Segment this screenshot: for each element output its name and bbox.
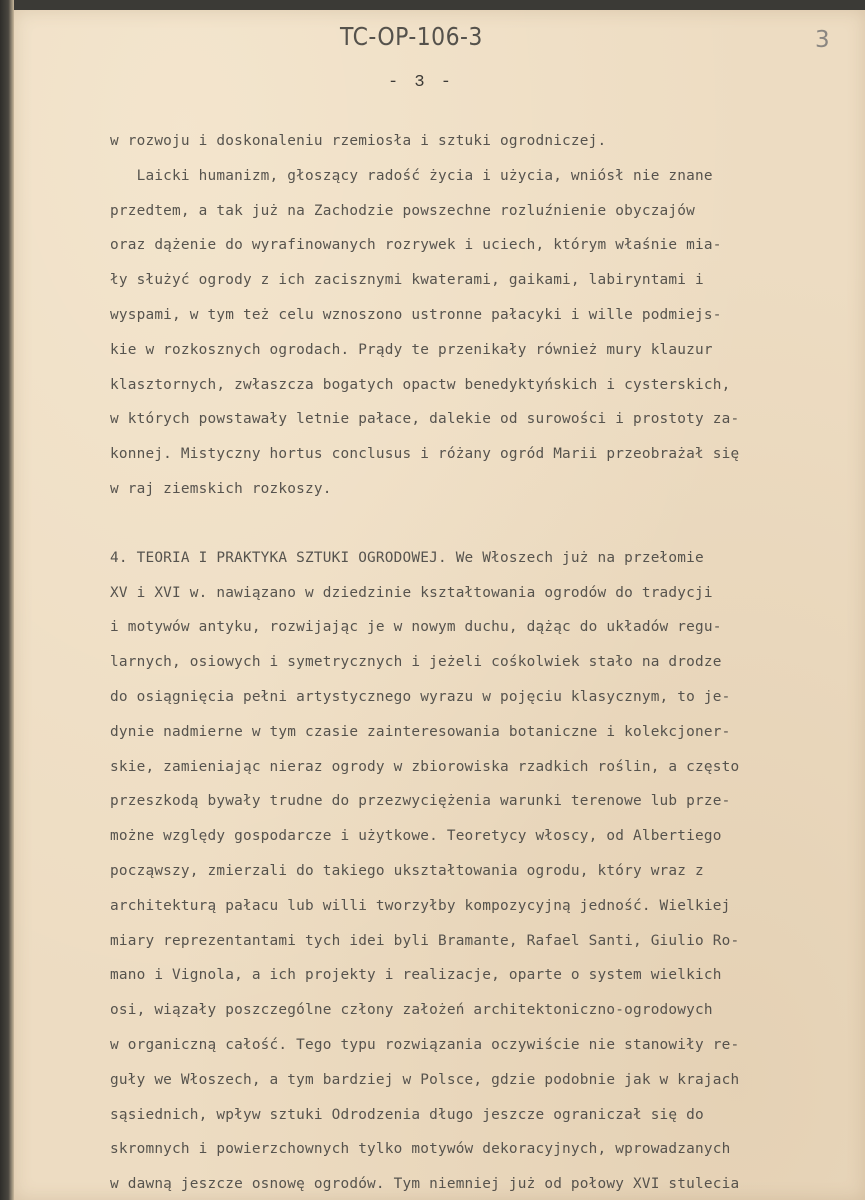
text-line: osi, wiązały poszczególne człony założeń architektoniczno-ogrodowych — [110, 1002, 713, 1019]
text-line: w organiczną całość. Tego typu rozwiązania oczywiście nie stanowiły re- — [110, 1036, 740, 1053]
typed-page-number: - 3 - — [388, 73, 455, 92]
text-line: XV i XVI w. nawiązano w dziedzinie kształtowania ogrodów do tradycji — [110, 584, 713, 601]
handwritten-reference-number: TC-OP-106-3 — [340, 22, 483, 51]
text-line: kie w rozkosznych ogrodach. Prądy te przenikały również mury klauzur — [110, 341, 713, 358]
text-line: skromnych i powierzchownych tylko motywów dekoracyjnych, wprowadzanych — [110, 1141, 731, 1158]
text-line: miary reprezentantami tych idei byli Bramante, Rafael Santi, Giulio Ro- — [110, 932, 740, 949]
handwritten-page-number: 3 — [815, 27, 830, 53]
text-line: począwszy, zmierzali do takiego ukształtowania ogrodu, który wraz z — [110, 862, 704, 879]
text-line: w raj ziemskich rozkoszy. — [110, 480, 332, 497]
typewritten-body — [110, 126, 855, 1200]
text-line: klasztornych, zwłaszcza bogatych opactw benedyktyńskich i cysterskich, — [110, 376, 731, 393]
text-line: możne względy gospodarcze i użytkowe. Teoretycy włoscy, od Albertiego — [110, 828, 722, 845]
paragraph-2 — [110, 543, 855, 1200]
text-line: sąsiednich, wpływ sztuki Odrodzenia długo jeszcze ograniczał się do — [110, 1106, 704, 1123]
text-line: guły we Włoszech, a tym bardziej w Polsce, gdzie podobnie jak w krajach — [110, 1071, 740, 1088]
text-line: larnych, osiowych i symetrycznych i jeżeli cośkolwiek stało na drodze — [110, 654, 722, 671]
text-line: wyspami, w tym też celu wznoszono ustronne pałacyki i wille podmiejs- — [110, 306, 722, 323]
text-line: mano i Vignola, a ich projekty i realizacje, oparte o system wielkich — [110, 967, 722, 984]
text-line: 4. TEORIA I PRAKTYKA SZTUKI OGRODOWEJ. We Włoszech już na przełomie — [110, 549, 704, 566]
text-line: Laicki humanizm, głoszący radość życia i użycia, wniósł nie znane — [110, 167, 713, 184]
text-line: dynie nadmierne w tym czasie zainteresowania botaniczne i kolekcjoner- — [110, 723, 731, 740]
text-line: i motywów antyku, rozwijając je w nowym duchu, dążąc do układów regu- — [110, 619, 722, 636]
text-line: konnej. Mistyczny hortus conclusus i różany ogród Marii przeobrażał się — [110, 446, 740, 463]
text-line: przeszkodą bywały trudne do przezwyciężenia warunki terenowe lub prze- — [110, 793, 731, 810]
paragraph-gap — [110, 509, 855, 543]
text-line: w rozwoju i doskonaleniu rzemiosła i sztuki ogrodniczej. — [110, 133, 607, 149]
text-line: skie, zamieniając nieraz ogrody w zbiorowiska rzadkich roślin, a często — [110, 758, 740, 775]
text-line: w dawną jeszcze osnowę ogrodów. Tym niemniej już od połowy XVI stulecia — [110, 1176, 740, 1193]
text-line: w których powstawały letnie pałace, dalekie od surowości i prostoty za- — [110, 411, 740, 428]
text-line: architekturą pałacu lub willi tworzyłby kompozycyjną jedność. Wielkiej — [110, 897, 731, 914]
paragraph-1 — [110, 126, 855, 509]
text-line: przedtem, a tak już na Zachodzie powszechne rozluźnienie obyczajów — [110, 202, 696, 219]
binding-shadow — [0, 0, 14, 1200]
text-line: ły służyć ogrody z ich zacisznymi kwaterami, gaikami, labiryntami i — [110, 272, 704, 289]
text-line: do osiągnięcia pełni artystycznego wyrazu w pojęciu klasycznym, to je- — [110, 688, 731, 705]
text-line: oraz dążenie do wyrafinowanych rozrywek i uciech, którym właśnie mia- — [110, 237, 722, 254]
